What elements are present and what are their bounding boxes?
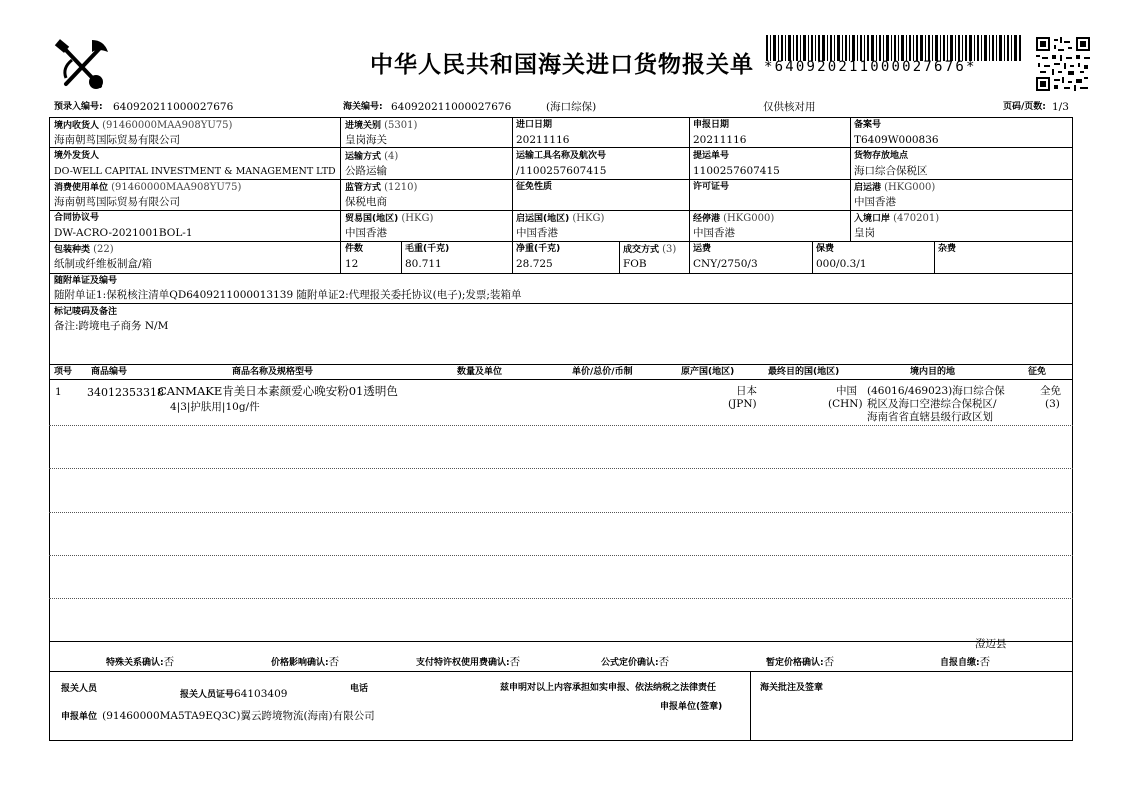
license-label: 许可证号 [693,182,730,192]
transit-port-label: 经停港 (HKG000) [693,213,775,224]
goods-col-dest: 最终目的国(地区) [768,367,840,377]
exemption-label: 征免性质 [516,182,553,192]
goods-dest-code: (CHN) [828,398,863,410]
net-weight-value: 28.725 [516,258,553,270]
package-value: 纸制或纤维板制盒/箱 [54,258,153,270]
formula-pricing-confirm: 公式定价确认:否 [601,656,670,668]
customs-number-label: 海关编号: [343,102,383,112]
goods-levy: 全免 [1040,385,1061,397]
consignor-label: 境外发货人 [54,151,100,161]
declaring-agent: 申报单位 (91460000MA5TA9EQ3C)翼云跨境物流(海南)有限公司 [61,710,375,722]
customs-emblem-logo [52,38,112,94]
contract-value: DW-ACRO-2021001BOL-1 [54,227,193,239]
declarant-label: 报关人员 [61,684,98,694]
goods-spec: 4|3|护肤用|10g/件 [170,401,260,413]
goods-col-item-no: 项号 [54,367,73,377]
customs-office: (海口综保) [546,101,597,113]
qr-code [1036,37,1090,91]
goods-origin-code: (JPN) [728,398,757,410]
storage-label: 货物存放地点 [854,151,909,161]
insurance-value: 000/0.3/1 [816,258,867,270]
barcode-text: *640920211000027676* [764,59,977,75]
storage-value: 海口综合保税区 [854,165,928,177]
pre-entry-number: 640920211000027676 [113,101,234,113]
overflow-county-text: 澄迈县 [975,638,1007,650]
contract-label: 合同协议号 [54,213,100,223]
origin-country-value: 中国香港 [516,227,558,239]
goods-domestic-line3: 海南省省直辖县级行政区划 [867,411,993,423]
self-pay-confirm: 自报自缴:否 [940,656,991,668]
attached-docs-label: 随附单证及编号 [54,276,118,286]
import-date-label: 进口日期 [516,120,553,130]
consignee-label: 境内收货人 (91460000MAA908YU75) [54,120,233,131]
freight-value: CNY/2750/3 [693,258,758,270]
bill-label: 提运单号 [693,151,730,161]
supervision-value: 保税电商 [345,196,387,208]
special-relation-confirm: 特殊关系确认:否 [106,656,175,668]
pieces-label: 件数 [345,244,364,254]
goods-col-code: 商品编号 [91,367,128,377]
supervision-label: 监管方式 (1210) [345,182,418,193]
goods-col-levy: 征免 [1028,367,1047,377]
transport-mode-label: 运输方式 (4) [345,151,399,162]
goods-code: 34012353318 [87,386,164,399]
marks-label: 标记唛码及备注 [54,307,118,317]
goods-col-price: 单价/总价/币制 [572,367,633,377]
pieces-value: 12 [345,258,359,270]
legal-statement: 兹申明对以上内容承担如实申报、依法纳税之法律责任 [500,683,717,693]
bill-value: 1100257607415 [693,165,780,177]
entry-port-value: 皇岗海关 [345,134,387,146]
declare-date-label: 申报日期 [693,120,730,130]
goods-col-name: 商品名称及规格型号 [232,367,314,377]
import-date-value: 20211116 [516,134,570,146]
customs-number: 640920211000027676 [391,101,512,113]
goods-col-origin: 原产国(地区) [681,367,735,377]
provisional-price-confirm: 暂定价格确认:否 [766,656,835,668]
price-influence-confirm: 价格影响确认:否 [271,656,340,668]
goods-origin: 日本 [736,385,757,397]
agent-seal-label: 申报单位(签章) [660,702,723,712]
page-label: 页码/页数: [1003,102,1046,112]
vehicle-value: /1100257607415 [516,165,607,177]
customs-approval-label: 海关批注及签章 [760,683,824,693]
goods-levy-code: (3) [1045,398,1060,410]
phone-label: 电话 [350,684,369,694]
attached-docs-value: 随附单证1:保税核注清单QD6409211000013139 随附单证2:代理报关委托协议(电子);发票;装箱单 [54,289,522,301]
marks-value: 备注:跨境电子商务 N/M [54,320,169,332]
royalty-confirm: 支付特许权使用费确认:否 [416,656,521,668]
entry-port-label: 进境关别 (5301) [345,120,418,131]
goods-domestic-line1: (46016/469023)海口综合保 [867,385,1005,397]
entry-gate-label: 入境口岸 (470201) [854,213,940,224]
trade-country-label: 贸易国(地区) (HKG) [345,213,434,224]
goods-name: CANMAKE肯美日本素颜爱心晚安粉01透明色 [158,384,398,398]
consumer-label: 消费使用单位 (91460000MAA908YU75) [54,182,242,193]
misc-fee-label: 杂费 [938,244,957,254]
goods-domestic-line2: 税区及海口空港综合保税区/ [867,398,997,410]
consignee-value: 海南朝茑国际贸易有限公司 [54,134,180,146]
vehicle-label: 运输工具名称及航次号 [516,151,607,161]
record-no-label: 备案号 [854,120,882,130]
goods-col-qty: 数量及单位 [457,367,503,377]
package-label: 包装种类 (22) [54,244,114,255]
insurance-label: 保费 [816,244,835,254]
net-weight-label: 净重(千克) [516,244,561,254]
goods-item-no: 1 [55,386,62,398]
gross-weight-value: 80.711 [405,258,442,270]
barcode [766,35,1022,61]
consignor-value: DO-WELL CAPITAL INVESTMENT & MANAGEMENT LTD [54,166,336,177]
goods-dest: 中国 [836,385,857,397]
trade-country-value: 中国香港 [345,227,387,239]
gross-weight-label: 毛重(千克) [405,244,450,254]
transport-mode-value: 公路运输 [345,165,387,177]
origin-country-label: 启运国(地区) (HKG) [516,213,605,224]
consumer-value: 海南朝茑国际贸易有限公司 [54,196,180,208]
transit-port-value: 中国香港 [693,227,735,239]
deal-mode-label: 成交方式 (3) [623,244,677,255]
departure-port-label: 启运港 (HKG000) [854,182,936,193]
declarant-cert: 报关人员证号64103409 [180,688,288,700]
declare-date-value: 20211116 [693,134,747,146]
document-title: 中华人民共和国海关进口货物报关单 [370,52,754,78]
pre-entry-label: 预录入编号: [54,102,103,112]
departure-port-value: 中国香港 [854,196,896,208]
deal-mode-value: FOB [623,258,647,270]
for-verification-note: 仅供核对用 [763,101,816,113]
freight-label: 运费 [693,244,712,254]
page-value: 1/3 [1052,101,1069,113]
entry-gate-value: 皇岗 [854,227,875,239]
goods-col-domestic: 境内目的地 [910,367,956,377]
record-no-value: T6409W000836 [854,134,939,146]
